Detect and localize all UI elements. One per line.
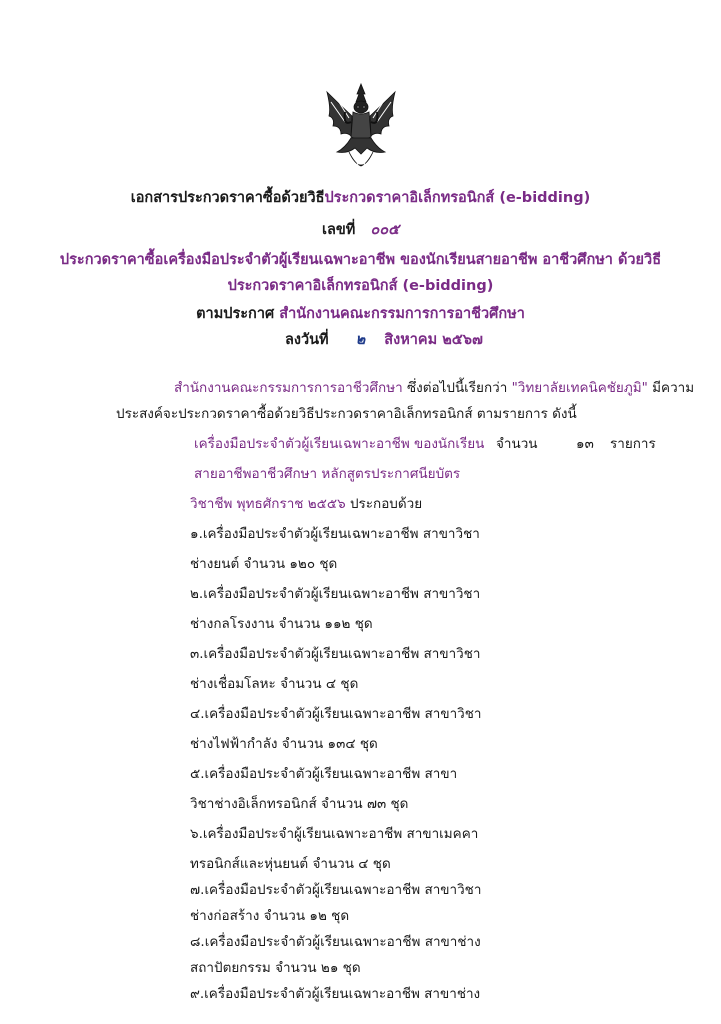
garuda-emblem-icon bbox=[321, 82, 401, 180]
sub-item-7-line-2: ช่างก่อสร้าง จำนวน ๑๒ ชุด bbox=[190, 908, 350, 924]
sub-item-2-line-1: ๒.เครื่องมือประจำตัวผู้เรียนเฉพาะอาชีพ สาขาวิชา bbox=[190, 586, 481, 602]
sub-item-7-line-1: ๗.เครื่องมือประจำตัวผู้เรียนเฉพาะอาชีพ สาขาวิชา bbox=[190, 882, 482, 898]
date-label: ลงวันที่ bbox=[285, 332, 329, 348]
main-item-qty-unit: รายการ bbox=[610, 436, 656, 452]
intro-mid: ซึ่งต่อไปนี้เรียกว่า bbox=[402, 380, 512, 396]
announcement-line bbox=[0, 304, 721, 324]
doc-no-label: เลขที่ bbox=[322, 222, 356, 238]
document-title bbox=[0, 188, 721, 208]
sub-item-3-line-1: ๓.เครื่องมือประจำตัวผู้เรียนเฉพาะอาชีพ สาขาวิชา bbox=[190, 646, 481, 662]
main-item-qty-label: จำนวน bbox=[496, 436, 538, 452]
title-prefix: เอกสารประกวดราคาซื้อด้วยวิธี bbox=[130, 190, 325, 206]
sub-item-6-line-1: ๖.เครื่องมือประจำผู้เรียนเฉพาะอาชีพ สาขาเมคคา bbox=[190, 826, 479, 842]
main-item-qty-value: ๑๓ bbox=[576, 436, 594, 452]
sub-item-8-line-1: ๘.เครื่องมือประจำตัวผู้เรียนเฉพาะอาชีพ สาขาช่าง bbox=[190, 934, 481, 950]
sub-item-3-line-2: ช่างเชื่อมโลหะ จำนวน ๔ ชุด bbox=[190, 676, 359, 692]
intro-tail: มีความ bbox=[647, 380, 695, 396]
sub-item-2-line-2: ช่างกลโรงงาน จำนวน ๑๑๒ ชุด bbox=[190, 616, 373, 632]
intro-org: สำนักงานคณะกรรมการการอาชีวศึกษา bbox=[174, 380, 403, 396]
sub-item-5-line-1: ๕.เครื่องมือประจำตัวผู้เรียนเฉพาะอาชีพ สาขา bbox=[190, 766, 458, 782]
announce-org: สำนักงานคณะกรรมการการอาชีวศึกษา bbox=[279, 306, 525, 322]
main-item-line-3 bbox=[190, 494, 422, 514]
date-line bbox=[285, 330, 483, 350]
sub-item-1-line-2: ช่างยนต์ จำนวน ๑๒๐ ชุด bbox=[190, 556, 338, 572]
main-item-line-2: สายอาชีพอาชีวศึกษา หลักสูตรประกาศนียบัตร bbox=[194, 466, 461, 482]
doc-no-value: ๐๐๕ bbox=[370, 222, 400, 238]
main-item-consists: ประกอบด้วย bbox=[345, 496, 423, 512]
intro-line-1 bbox=[174, 378, 694, 398]
announce-label: ตามประกาศ bbox=[196, 306, 275, 322]
sub-item-4-line-2: ช่างไฟฟ้ากำลัง จำนวน ๑๓๔ ชุด bbox=[190, 736, 378, 752]
document-number bbox=[322, 220, 399, 240]
date-day: ๒ bbox=[355, 332, 366, 348]
sub-item-6-line-2: ทรอนิกส์และหุ่นยนต์ จำนวน ๔ ชุด bbox=[190, 856, 391, 872]
main-item-line-1: เครื่องมือประจำตัวผู้เรียนเฉพาะอาชีพ ของนักเรียน bbox=[194, 436, 485, 452]
intro-line-2: ประสงค์จะประกวดราคาซื้อด้วยวิธีประกวดราคาอิเล็กทรอนิกส์ ตามรายการ ดังนี้ bbox=[116, 406, 577, 422]
title-method: ประกวดราคาอิเล็กทรอนิกส์ (e-bidding) bbox=[324, 190, 591, 206]
intro-college: "วิทยาลัยเทคนิคชัยภูมิ" bbox=[511, 380, 648, 396]
main-item-course: วิชาชีพ พุทธศักราช ๒๕๕๖ bbox=[190, 496, 346, 512]
date-month-year: สิงหาคม ๒๕๖๗ bbox=[384, 332, 483, 348]
subject-line-2: ประกวดราคาอิเล็กทรอนิกส์ (e-bidding) bbox=[227, 278, 494, 294]
sub-item-5-line-2: วิชาช่างอิเล็กทรอนิกส์ จำนวน ๗๓ ชุด bbox=[190, 796, 409, 812]
sub-item-1-line-1: ๑.เครื่องมือประจำตัวผู้เรียนเฉพาะอาชีพ สาขาวิชา bbox=[190, 526, 480, 542]
subject-line-1: ประกวดราคาซื้อเครื่องมือประจำตัวผู้เรียนเฉพาะอาชีพ ของนักเรียนสายอาชีพ อาชีวศึกษา ด้วยวิธี bbox=[59, 252, 662, 268]
sub-item-9-line-1: ๙.เครื่องมือประจำตัวผู้เรียนเฉพาะอาชีพ สาขาช่าง bbox=[190, 986, 481, 1002]
sub-item-4-line-1: ๔.เครื่องมือประจำตัวผู้เรียนเฉพาะอาชีพ สาขาวิชา bbox=[190, 706, 482, 722]
sub-item-8-line-2: สถาปัตยกรรม จำนวน ๒๑ ชุด bbox=[190, 960, 361, 976]
